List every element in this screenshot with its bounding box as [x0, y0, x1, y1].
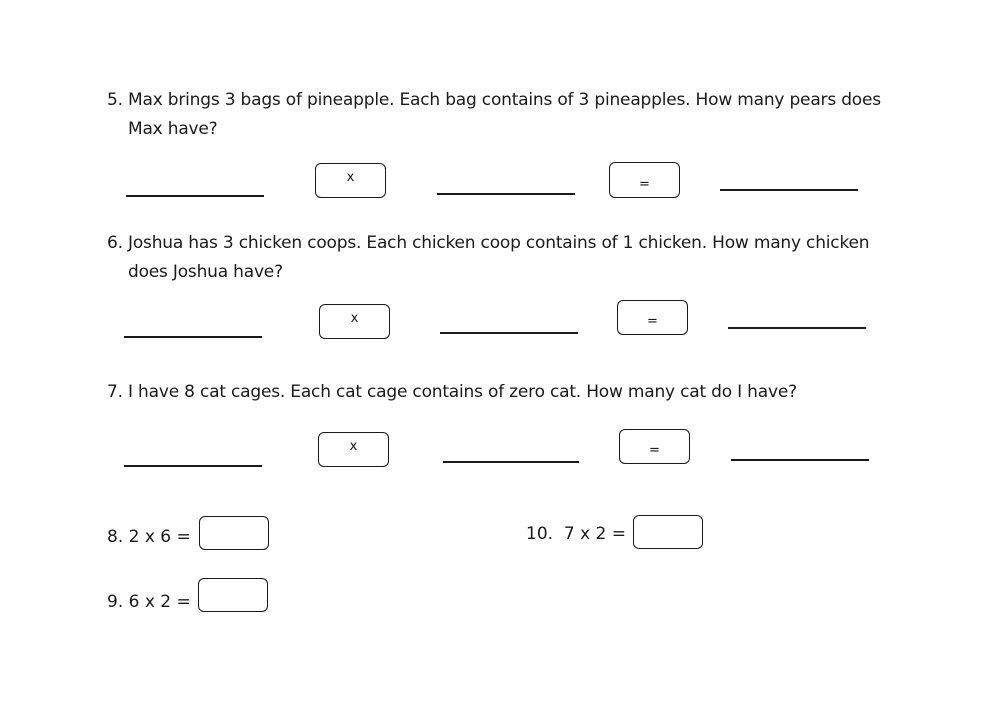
question-8-answer-box[interactable] [199, 516, 269, 550]
times-symbol: x [346, 170, 355, 185]
q5-answer-blank[interactable] [720, 189, 858, 191]
q6-answer-blank[interactable] [728, 327, 866, 329]
q7-times-box [318, 432, 389, 467]
question-5-text [107, 86, 881, 144]
question-10-label: 10. 7 x 2 = [526, 524, 626, 544]
question-7-text [107, 378, 797, 407]
q5-factor-1-blank[interactable] [126, 195, 264, 197]
times-symbol: x [349, 439, 358, 454]
q5-factor-2-blank[interactable] [437, 193, 575, 195]
q7-factor-1-blank[interactable] [124, 465, 262, 467]
times-symbol: x [350, 311, 359, 326]
question-5-line-1: 5. Max brings 3 bags of pineapple. Each bag contains of 3 pineapples. How many pears does [107, 90, 881, 110]
question-9-answer-box[interactable] [198, 578, 268, 612]
q6-times-box [319, 304, 390, 339]
q7-equals-box [619, 429, 690, 464]
q7-answer-blank[interactable] [731, 459, 869, 461]
question-5-line-2: Max have? [128, 119, 218, 139]
question-6-line-1: 6. Joshua has 3 chicken coops. Each chicken coop contains of 1 chicken. How many chicken [107, 233, 870, 253]
equals-symbol: = [647, 314, 658, 329]
question-6-text [107, 229, 869, 287]
q6-factor-2-blank[interactable] [440, 332, 578, 334]
q6-equals-box [617, 300, 688, 335]
question-8-label: 8. 2 x 6 = [107, 527, 191, 547]
question-7-line-1: 7. I have 8 cat cages. Each cat cage contains of zero cat. How many cat do I have? [107, 382, 797, 402]
equals-symbol: = [649, 443, 660, 458]
q5-equals-box [609, 162, 680, 198]
q7-factor-2-blank[interactable] [443, 461, 579, 463]
question-10-answer-box[interactable] [633, 515, 703, 549]
question-9-label: 9. 6 x 2 = [107, 592, 191, 612]
equals-symbol: = [639, 176, 650, 192]
question-6-line-2: does Joshua have? [128, 262, 283, 282]
q5-times-box [315, 163, 386, 198]
q6-factor-1-blank[interactable] [124, 336, 262, 338]
